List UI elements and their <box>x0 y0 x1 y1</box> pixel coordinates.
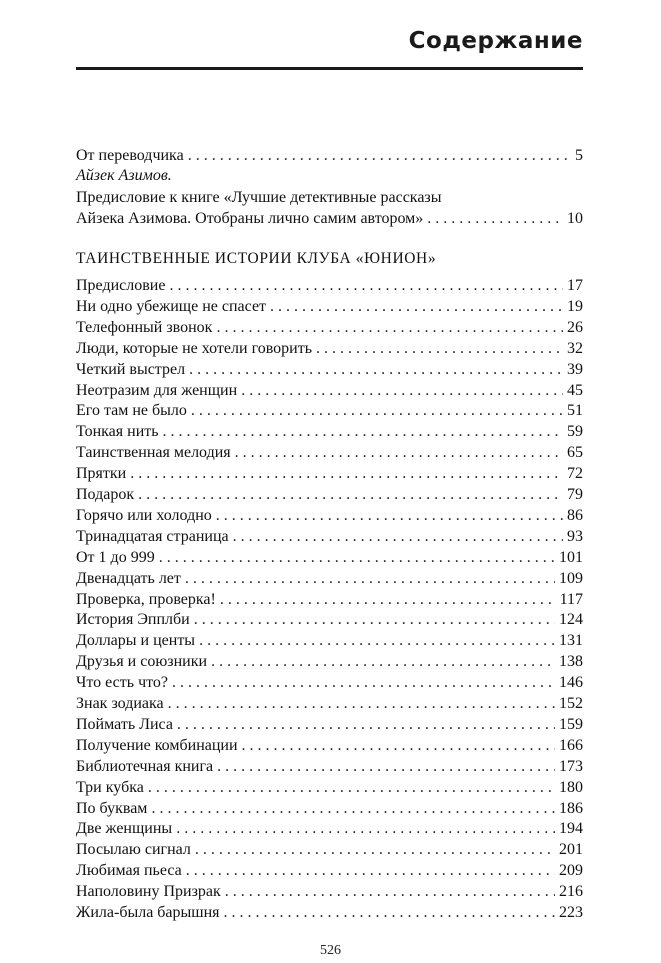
dot-leader <box>185 568 555 589</box>
toc-entry-title: Что есть что? <box>76 674 168 692</box>
dot-leader <box>151 798 555 819</box>
toc-entry-title: От 1 до 999 <box>76 548 155 566</box>
toc-entry-page: 186 <box>559 799 583 817</box>
toc-entry-title: Двенадцать лет <box>76 569 181 587</box>
dot-leader <box>241 380 563 401</box>
toc-entry-title: Доллары и центы <box>76 632 196 650</box>
dot-leader <box>130 463 563 484</box>
toc-entry-page: 159 <box>559 715 583 733</box>
toc-entry-page: 5 <box>575 147 583 164</box>
dot-leader <box>195 839 555 860</box>
toc-entry[interactable] <box>76 672 583 693</box>
dot-leader <box>211 651 555 672</box>
toc-entry-page: 17 <box>567 277 583 294</box>
dot-leader <box>191 400 563 421</box>
dot-leader <box>225 881 555 902</box>
toc-entry-page: 59 <box>567 423 583 441</box>
dot-leader <box>163 421 563 442</box>
toc-entry[interactable] <box>76 902 583 923</box>
toc-entry-page: 180 <box>559 778 583 796</box>
toc-entry-page: 93 <box>567 527 583 545</box>
toc-entry-title: Тринадцатая страница <box>76 527 229 545</box>
dot-leader <box>270 296 563 317</box>
toc-entry[interactable] <box>76 777 583 798</box>
toc-entry-title: Таинственная мелодия <box>76 444 231 462</box>
dot-leader <box>242 735 555 756</box>
dot-leader <box>169 275 563 296</box>
toc-entry[interactable] <box>76 568 583 589</box>
toc-entry-title: Получение комбинации <box>76 736 238 754</box>
dot-leader <box>159 547 555 568</box>
dot-leader <box>224 902 555 923</box>
toc-entry-title: Поймать Лиса <box>76 715 173 733</box>
toc-entry-page: 152 <box>559 695 583 712</box>
toc-entry-page: 216 <box>559 883 583 901</box>
toc-entry-page: 101 <box>559 548 583 566</box>
toc-entry[interactable] <box>76 400 583 421</box>
toc-entry-page: 39 <box>567 360 583 378</box>
dot-leader <box>216 317 563 338</box>
toc-author: Айзек Азимов. <box>76 167 172 184</box>
toc-entry-page: 109 <box>559 569 583 587</box>
toc-entry[interactable] <box>76 484 583 505</box>
toc-entry[interactable] <box>76 881 583 902</box>
toc-entry-title: Знак зодиака <box>76 695 164 712</box>
toc-entry[interactable] <box>76 380 583 401</box>
toc-entry-translator[interactable] <box>76 145 583 166</box>
toc-entry-title: Предисловие <box>76 277 166 294</box>
toc-entry[interactable] <box>76 317 583 338</box>
toc-preface-line-1[interactable]: Предисловие к книге «Лучшие детективные рассказы <box>76 189 442 206</box>
toc-entry-page: 138 <box>559 653 583 671</box>
toc-entry-title: Подарок <box>76 486 135 503</box>
toc-entry-title: Горячо или холодно <box>76 506 212 524</box>
dot-leader <box>216 505 563 526</box>
dot-leader <box>168 693 555 714</box>
toc-entry-page: 45 <box>567 381 583 399</box>
toc-entry-page: 201 <box>559 841 583 859</box>
toc-entry-title: Айзека Азимова. Отобраны лично самим автором» <box>76 210 424 227</box>
toc-entry-page: 19 <box>567 297 583 315</box>
toc-entry-title: Телефонный звонок <box>76 318 213 336</box>
toc-entry-page: 124 <box>559 611 583 629</box>
toc-entry-title: Неотразим для женщин <box>76 381 238 399</box>
toc-entry-page: 72 <box>567 465 583 483</box>
dot-leader <box>199 630 555 651</box>
toc-entry-title: Люди, которые не хотели говорить <box>76 339 313 357</box>
dot-leader <box>316 338 563 359</box>
toc-entry[interactable] <box>76 275 583 296</box>
toc-entry-title: Его там не было <box>76 402 187 420</box>
toc-entry[interactable] <box>76 651 583 672</box>
toc-entry-page: 173 <box>559 757 583 775</box>
page-number: 526 <box>320 943 341 958</box>
toc-entry-title: От переводчика <box>76 147 184 164</box>
toc-entry[interactable] <box>76 714 583 735</box>
toc-entry-page: 209 <box>559 862 583 880</box>
toc-entry-title: Наполовину Призрак <box>76 883 221 901</box>
toc-entry-title: По буквам <box>76 799 148 817</box>
dot-leader <box>148 777 555 798</box>
toc-entry-page: 10 <box>567 210 583 227</box>
toc-entry[interactable] <box>76 547 583 568</box>
toc-entry-page: 223 <box>559 904 583 921</box>
toc-entry[interactable] <box>76 860 583 881</box>
toc-entry-page: 117 <box>559 590 583 608</box>
toc-entry-page: 194 <box>559 820 583 838</box>
toc-entry-title: Две женщины <box>76 820 173 838</box>
toc-entry-title: Друзья и союзники <box>76 653 208 671</box>
toc-entry-page: 79 <box>567 486 583 503</box>
toc-entry[interactable] <box>76 735 583 756</box>
toc-entry-title: Библиотечная книга <box>76 757 214 775</box>
toc-entry[interactable] <box>76 421 583 442</box>
toc-entry-page: 166 <box>559 736 583 754</box>
toc-entry[interactable] <box>76 589 583 610</box>
toc-entry[interactable] <box>76 526 583 547</box>
toc-entry[interactable] <box>76 442 583 463</box>
toc-entry-page: 32 <box>567 339 583 357</box>
dot-leader <box>427 208 563 229</box>
toc-entry[interactable] <box>76 839 583 860</box>
toc-entry[interactable] <box>76 338 583 359</box>
toc-entry[interactable] <box>76 798 583 819</box>
section-heading: ТАИНСТВЕННЫЕ ИСТОРИИ КЛУБА «ЮНИОН» <box>76 250 437 267</box>
title-rule <box>76 67 583 70</box>
toc-entry-page: 146 <box>559 674 583 692</box>
toc-entry-page: 51 <box>567 402 583 420</box>
toc-entry[interactable] <box>76 756 583 777</box>
toc-entry-title: Три кубка <box>76 778 144 796</box>
toc-entry-title: История Эпплби <box>76 611 190 629</box>
toc-entry-title: Ни одно убежище не спасет <box>76 297 267 315</box>
toc-entry-title: Четкий выстрел <box>76 360 186 378</box>
toc-entry-page: 131 <box>559 632 583 650</box>
toc-entry[interactable] <box>76 630 583 651</box>
dot-leader <box>233 526 563 547</box>
toc-entry[interactable] <box>76 463 583 484</box>
toc-entry-title: Жила-была барышня <box>76 904 220 921</box>
toc-entry-preface[interactable] <box>76 208 583 229</box>
toc-entry-page: 65 <box>567 444 583 462</box>
dot-leader <box>138 484 563 505</box>
toc-entry[interactable] <box>76 609 583 630</box>
toc-entry-page: 26 <box>567 318 583 336</box>
toc-entry-title: Посылаю сигнал <box>76 841 191 859</box>
dot-leader <box>194 609 555 630</box>
dot-leader <box>235 442 563 463</box>
toc-entry[interactable] <box>76 359 583 380</box>
dot-leader <box>177 714 555 735</box>
dot-leader <box>176 818 555 839</box>
dot-leader <box>188 145 571 166</box>
page-title: Содержание <box>408 28 583 54</box>
toc-entry[interactable] <box>76 693 583 714</box>
toc-entry[interactable] <box>76 818 583 839</box>
toc-entry[interactable] <box>76 296 583 317</box>
toc-entry-title: Проверка, проверка! <box>76 590 216 608</box>
toc-entry-title: Любимая пьеса <box>76 862 182 880</box>
dot-leader <box>189 359 563 380</box>
toc-entry-title: Прятки <box>76 465 127 483</box>
toc-entry-page: 86 <box>567 506 583 524</box>
dot-leader <box>172 672 555 693</box>
dot-leader <box>217 756 555 777</box>
dot-leader <box>186 860 555 881</box>
toc-entry[interactable] <box>76 505 583 526</box>
toc-entry-title: Тонкая нить <box>76 423 159 441</box>
dot-leader <box>220 589 556 610</box>
